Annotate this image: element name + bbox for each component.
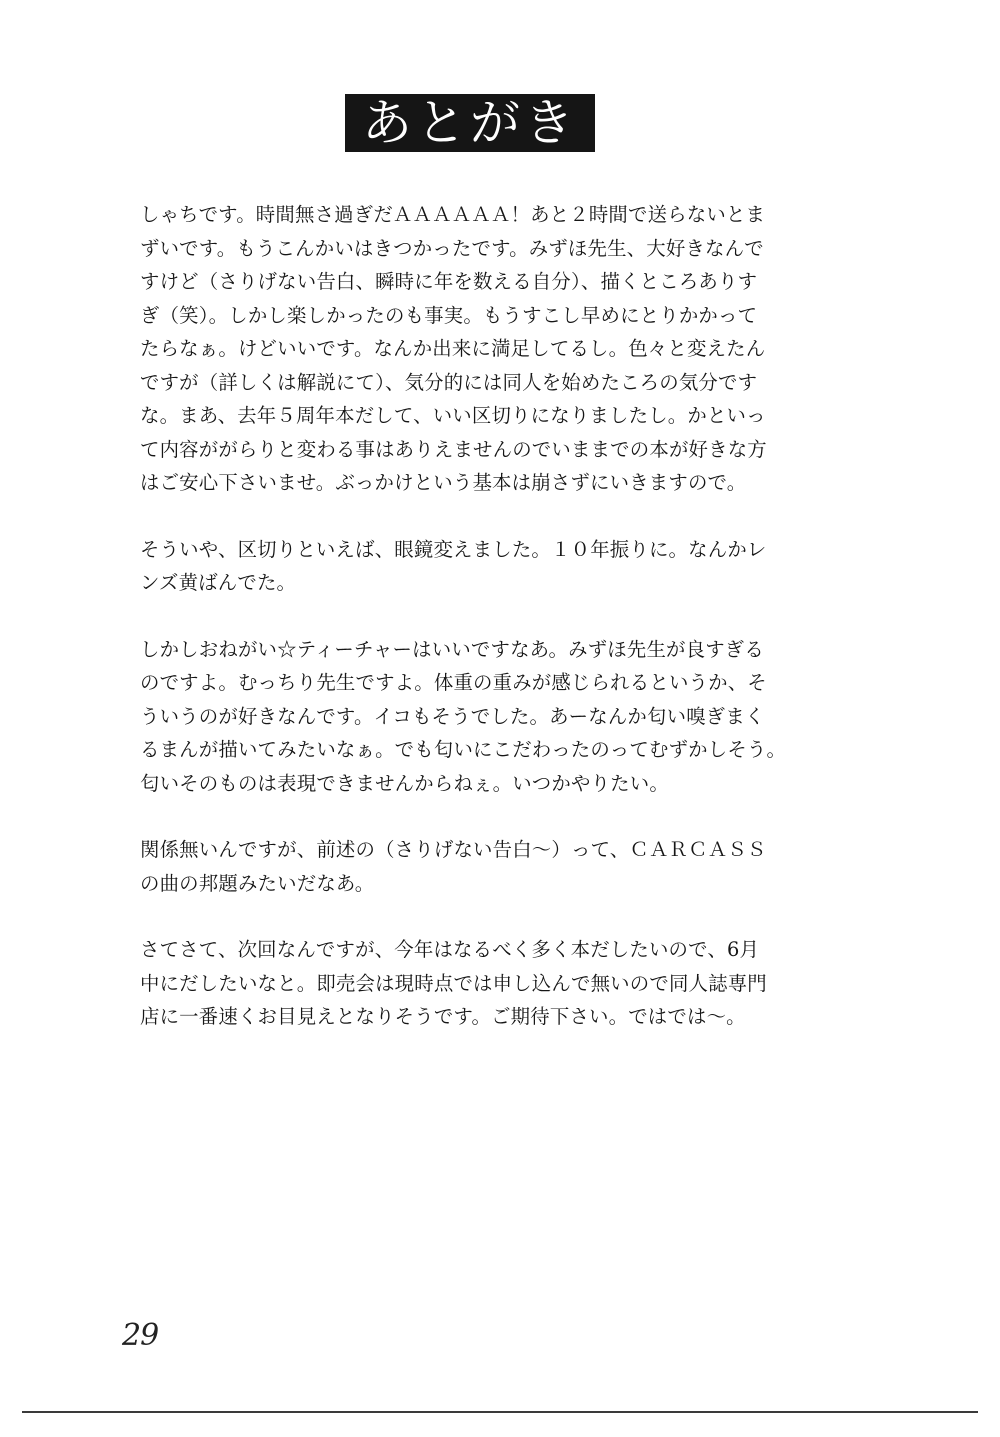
page-number: 29 <box>122 1318 159 1353</box>
text-line: はご安心下さいませ。ぶっかけという基本は崩さずにいきますので。 <box>140 471 747 494</box>
text-line: のですよ。むっちり先生ですよ。体重の重みが感じられるというか、そ <box>140 671 767 694</box>
paragraph-4 <box>140 833 840 900</box>
text-line: すけど（さりげない告白、瞬時に年を数える自分）、描くところありす <box>140 270 758 293</box>
text-line: るまんが描いてみたいなぁ。でも匂いにこだわったのってむずかしそう。 <box>140 738 787 761</box>
text-line: さてさて、次回なんですが、今年はなるべく多く本だしたいので、6月 <box>140 938 760 961</box>
text-line: な。まあ、去年５周年本だして、いい区切りになりましたし。かといっ <box>140 404 766 427</box>
text-line: ずいです。もうこんかいはきつかったです。みずほ先生、大好きなんで <box>140 236 764 260</box>
paragraph-2 <box>140 533 840 600</box>
text-line: 中にだしたいなと。即売会は現時点では申し込んで無いので同人誌専門 <box>140 971 767 995</box>
bottom-rule <box>22 1411 978 1413</box>
text-line: ンズ黄ばんでた。 <box>140 571 297 594</box>
text-line: の曲の邦題みたいだなあ。 <box>140 871 375 895</box>
page-title: あとがき <box>362 94 578 152</box>
title-banner <box>345 94 595 152</box>
text-line: ぎ（笑）。しかし楽しかったのも事実。もうすこし早めにとりかかって <box>140 303 758 327</box>
text-line: 匂いそのものは表現できませんからねぇ。いつかやりたい。 <box>140 771 669 795</box>
text-line: 関係無いんですが、前述の（さりげない告白～）って、ＣＡＲＣＡＳＳ <box>140 838 767 861</box>
afterword-body <box>140 198 840 1067</box>
paragraph-5 <box>140 933 840 1034</box>
text-line: たらなぁ。けどいいです。なんか出来に満足してるし。色々と変えたん <box>140 337 766 360</box>
text-line: て内容ががらりと変わる事はありえませんのでいままでの本が好きな方 <box>140 437 767 461</box>
text-line: しゃちです。時間無さ過ぎだＡＡＡＡＡＡ！あと２時間で送らないとま <box>140 203 766 226</box>
text-line: しかしおねがい☆ティーチャーはいいですなあ。みずほ先生が良すぎる <box>140 637 764 661</box>
text-line: ういうのが好きなんです。イコもそうでした。あーなんか匂い嗅ぎまく <box>140 704 765 728</box>
paragraph-1 <box>140 198 840 500</box>
text-line: そういや、区切りといえば、眼鏡変えました。１０年振りに。なんかレ <box>140 537 767 561</box>
paragraph-3 <box>140 633 840 801</box>
text-line: ですが（詳しくは解説にて）、気分的には同人を始めたころの気分です <box>140 370 758 394</box>
text-line: 店に一番速くお目見えとなりそうです。ご期待下さい。ではでは～。 <box>140 1005 746 1028</box>
